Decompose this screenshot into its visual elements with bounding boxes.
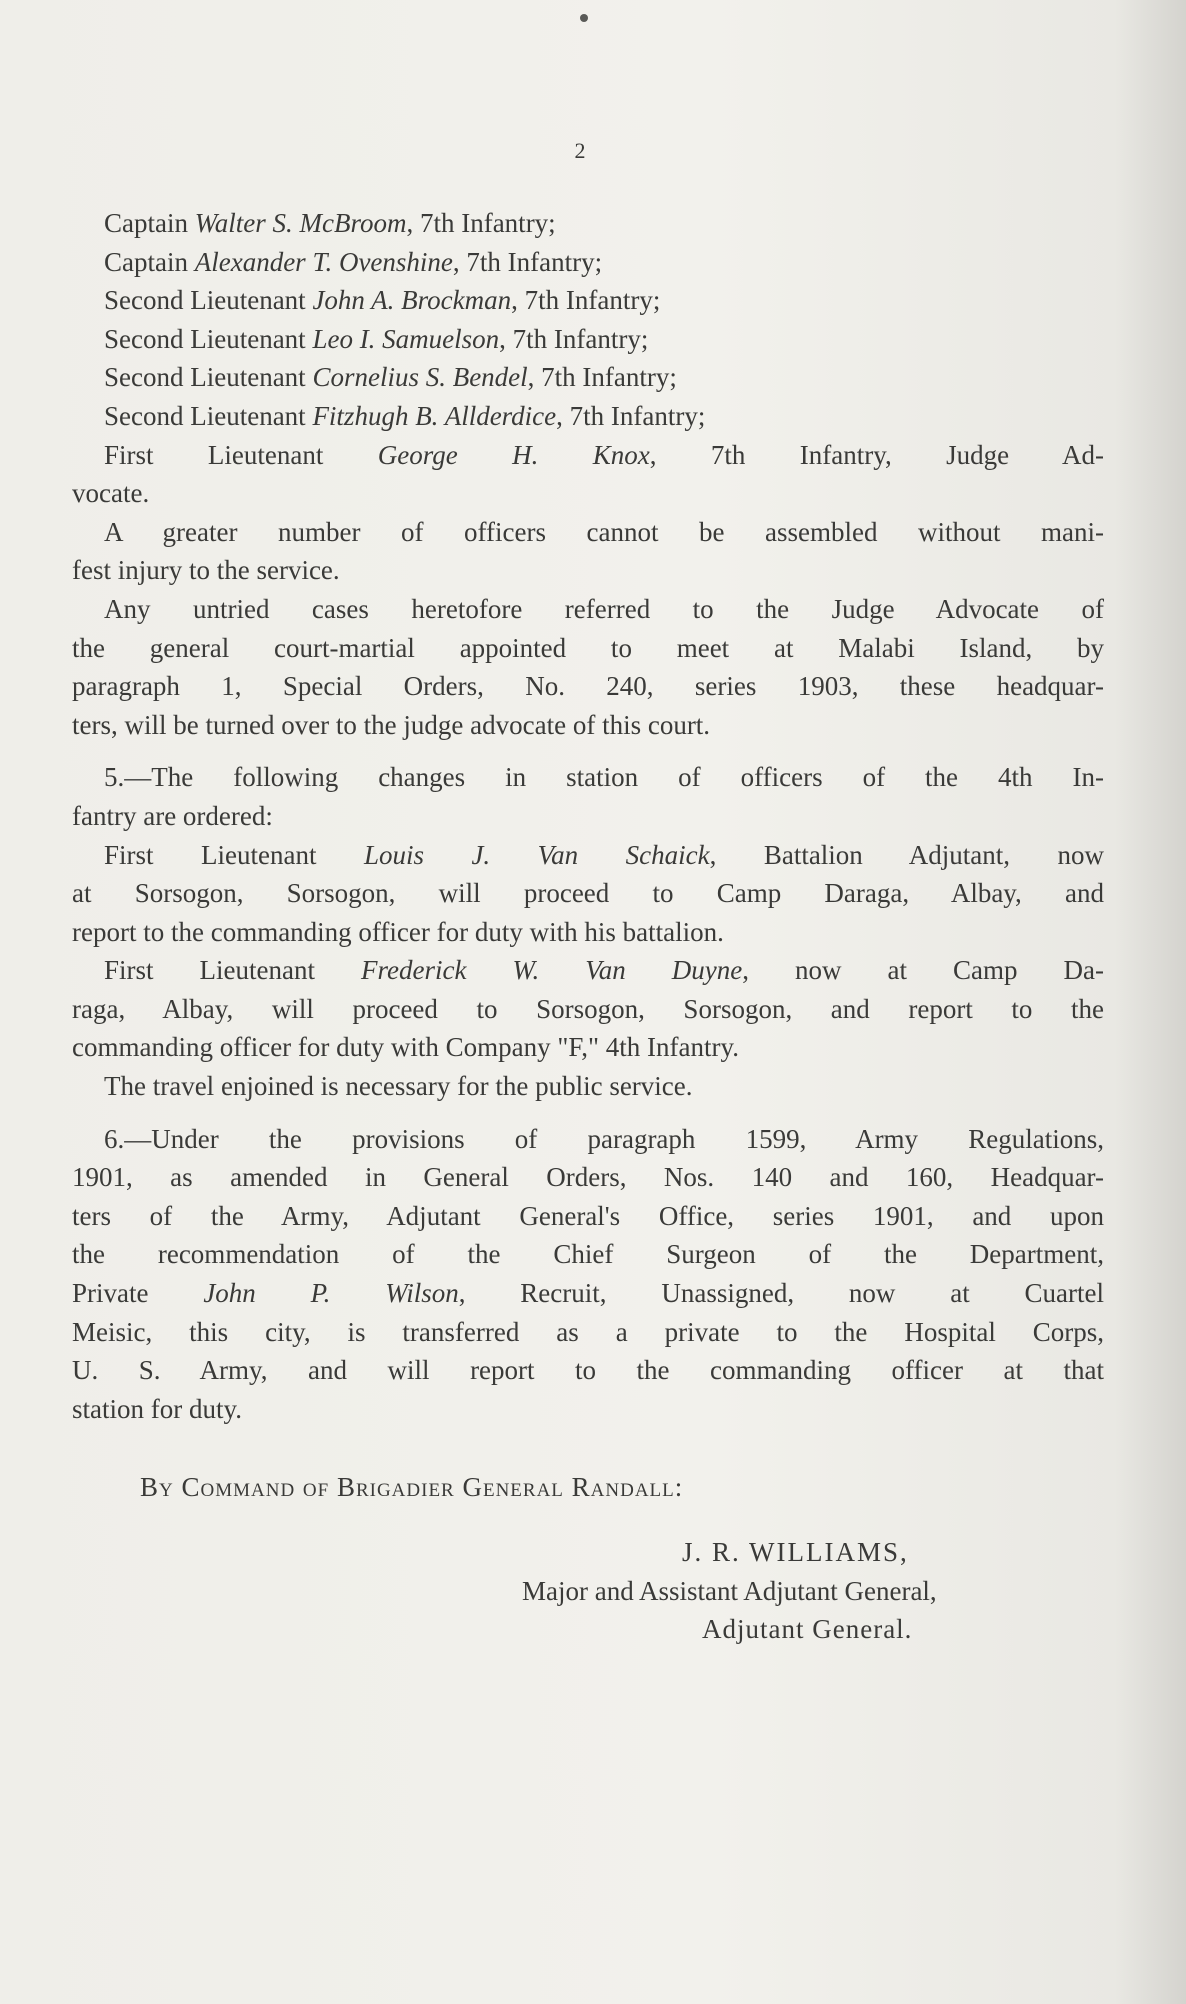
officer-unit: , 7th Infantry; (452, 246, 603, 277)
officer-line (104, 204, 1104, 243)
officer-name: Walter S. McBroom (194, 208, 407, 238)
officer-unit: , 7th Infantry; (499, 323, 649, 354)
station-text: , now at Camp Da- (742, 955, 1105, 986)
section-gap (104, 744, 1104, 758)
para5-line: 5.—The following changes in station of officers of the 4th In- (104, 762, 1104, 793)
officer-unit: , 7th Infantry, Judge Ad- (649, 439, 1105, 470)
para-untried-line: Any untried cases heretofore referred to the Judge Advocate of (104, 593, 1104, 624)
officer-name: Fitzhugh B. Allderdice (312, 400, 557, 431)
para5-line: fantry are ordered: (72, 800, 273, 831)
officer-unit: , 7th Infantry; (406, 208, 556, 238)
vanschaick-line: at Sorsogon, Sorsogon, will proceed to Camp Daraga, Albay, and (72, 878, 1104, 909)
station-text: , Recruit, Unassigned, now at Cuartel (458, 1278, 1104, 1309)
signer-name: J. R. WILLIAMS, (682, 1537, 909, 1567)
officer-line (104, 243, 1104, 282)
officer-unit: , 7th Infantry; (511, 285, 661, 316)
vanschaick-line (104, 836, 1104, 875)
officer-line (104, 358, 1104, 397)
officer-rank: Captain (104, 246, 188, 277)
para6-line: ters of the Army, Adjutant General's Office, series 1901, and upon (72, 1200, 1104, 1231)
officer-rank: Second Lieutenant (104, 400, 306, 431)
officer-name: Cornelius S. Bendel (312, 362, 528, 393)
para6-line: the recommendation of the Chief Surgeon of the Department, (72, 1239, 1104, 1270)
officer-name: Louis J. Van Schaick (363, 839, 710, 870)
officer-line (104, 281, 1104, 320)
wilson-line: Meisic, this city, is transferred as a private to the Hospital Corps, (72, 1316, 1104, 1347)
para6-line: 6.—Under the provisions of paragraph 1599, Army Regulations, (104, 1123, 1104, 1154)
wilson-line: station for duty. (72, 1393, 242, 1424)
officer-rank: Second Lieutenant (104, 362, 306, 393)
officer-name: John P. Wilson (203, 1278, 459, 1309)
officer-unit: , 7th Infantry; (527, 362, 677, 393)
para-greater-line: A greater number of officers cannot be assembled without mani- (104, 516, 1104, 547)
officer-line (104, 397, 1104, 436)
signer-title: Adjutant General. (702, 1614, 913, 1645)
vanduyne-line (104, 951, 1104, 990)
officer-name: Frederick W. Van Duyne (361, 955, 743, 986)
officer-unit: , 7th Infantry; (556, 400, 706, 431)
para-untried-line: the general court-martial appointed to meet at Malabi Island, by (72, 632, 1104, 663)
rank-text: First Lieutenant (104, 839, 364, 870)
rank-text: First Lieutenant (104, 955, 362, 986)
officer-line (104, 320, 1104, 359)
officer-rank: Second Lieutenant (104, 323, 306, 354)
officer-name: George H. Knox (377, 439, 650, 470)
section-gap (104, 1106, 1104, 1120)
para-untried-line: ters, will be turned over to the judge advocate of this court. (72, 709, 711, 740)
rank-text: Private (72, 1278, 204, 1309)
para-greater-line: fest injury to the service. (72, 555, 340, 586)
page-number: 2 (574, 138, 586, 163)
officers-tail: vocate. (72, 478, 150, 509)
vanduyne-line: commanding officer for duty with Company "F," 4th Infantry. (72, 1032, 740, 1063)
officer-name: John A. Brockman (312, 285, 512, 316)
officer-line (104, 436, 1104, 475)
wilson-line: U. S. Army, and will report to the commanding officer at that (72, 1355, 1104, 1386)
para-untried-line: paragraph 1, Special Orders, No. 240, series 1903, these headquar- (72, 671, 1104, 702)
command-line: By Command of Brigadier General Randall: (140, 1472, 684, 1503)
officer-rank: First Lieutenant (104, 439, 324, 470)
officer-rank: Captain (104, 208, 188, 238)
officer-name: Leo I. Samuelson (312, 323, 500, 354)
officer-name: Alexander T. Ovenshine (194, 246, 453, 277)
officer-rank: Second Lieutenant (104, 285, 306, 316)
vanschaick-line: report to the commanding officer for duty with his battalion. (72, 916, 724, 947)
station-text: , Battalion Adjutant, now (709, 839, 1105, 870)
order-text (72, 204, 1105, 1649)
ink-dot (580, 14, 588, 22)
vanduyne-line: raga, Albay, will proceed to Sorsogon, Sorsogon, and report to the (72, 993, 1104, 1024)
wilson-line (72, 1274, 1104, 1313)
travel-line: The travel enjoined is necessary for the public service. (104, 1071, 693, 1102)
para6-line: 1901, as amended in General Orders, Nos. 140 and 160, Headquar- (72, 1162, 1104, 1193)
signer-title: Major and Assistant Adjutant General, (522, 1575, 937, 1606)
